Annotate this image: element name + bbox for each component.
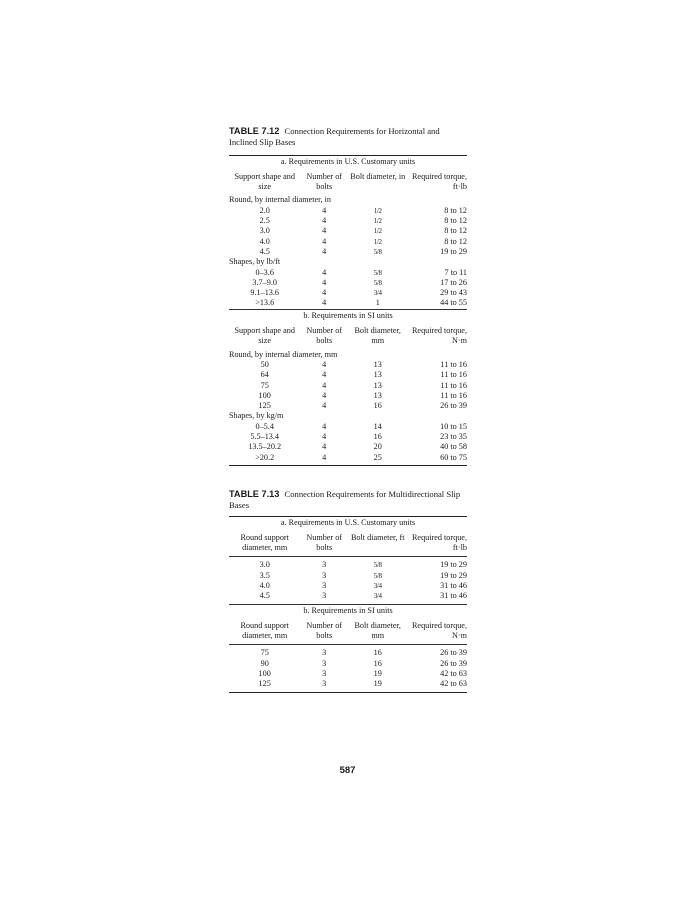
table-row	[229, 226, 467, 236]
table-cell: 13	[373, 390, 382, 400]
table-cell: 25	[348, 453, 408, 466]
column-header: Support shape and size	[234, 171, 295, 192]
table-cell: 8 to 12	[444, 236, 467, 246]
column-header: Required torque, ft·lb	[407, 530, 467, 557]
table-cell: 20	[373, 442, 382, 452]
table-cell: 4.5	[259, 246, 270, 256]
group-label: Round, by internal diameter, in	[229, 195, 331, 205]
table-label: TABLE 7.13	[229, 488, 280, 499]
table-cell: 100	[258, 669, 271, 679]
table-cell: 3	[300, 679, 348, 692]
table-cell: 11 to 16	[440, 359, 467, 369]
table-cell: 2.0	[259, 205, 270, 215]
column-header: Bolt diameter, mm	[348, 618, 408, 645]
column-header: Round support diameter, mm	[229, 530, 300, 557]
table-row	[229, 370, 467, 380]
table-row	[229, 360, 467, 370]
table-cell: 23 to 35	[440, 432, 467, 442]
table-row	[229, 237, 467, 247]
table-row	[229, 401, 467, 411]
table-row	[229, 645, 467, 659]
table-row	[229, 581, 467, 591]
table-cell: 19 to 29	[440, 246, 467, 256]
table-cell: 13	[373, 380, 382, 390]
table-cell: 4	[322, 226, 327, 236]
column-header: Bolt diameter, in	[350, 171, 406, 181]
table-7-12-part-b	[229, 309, 467, 465]
column-header: Required torque, N·m	[411, 326, 467, 346]
table-cell: 4	[322, 216, 327, 226]
table-cell: 3	[322, 658, 327, 668]
table-cell: 4	[322, 298, 327, 308]
table-cell: 4	[300, 453, 348, 466]
table-cell: 0–3.6	[255, 267, 274, 277]
table-cell: 9.1–13.6	[250, 288, 280, 298]
table-cell: 14	[373, 421, 382, 431]
table-row	[229, 571, 467, 581]
table-row	[229, 659, 467, 669]
table-cell: 3.5	[259, 570, 270, 580]
section-heading: b. Requirements in SI units	[229, 309, 467, 323]
table-cell: 5.5–13.4	[250, 432, 280, 442]
table-cell: 4	[322, 370, 327, 380]
column-header: Bolt diameter, ft	[348, 530, 408, 557]
column-header: Support shape and size	[234, 326, 295, 346]
table-cell: 4	[322, 390, 327, 400]
table-cell: 3/4	[373, 581, 382, 590]
table-row	[229, 298, 467, 309]
table-cell: 17 to 26	[440, 277, 467, 287]
group-row	[229, 350, 467, 360]
table-row	[229, 432, 467, 442]
column-header: Number of bolts	[306, 171, 343, 192]
table-7-13-part-a	[229, 516, 467, 604]
table-cell: 26 to 39	[440, 401, 467, 411]
table-cell: 4	[322, 205, 327, 215]
table-cell: 10 to 15	[440, 421, 467, 431]
table-cell: >20.2	[229, 453, 300, 466]
table-cell: 40 to 58	[440, 442, 467, 452]
table-cell: 11 to 16	[440, 390, 467, 400]
table-cell: 60 to 75	[407, 453, 467, 466]
table-cell: 1/2	[373, 227, 382, 236]
table-cell: 19	[348, 679, 408, 692]
column-header: Bolt diameter, mm	[354, 326, 401, 346]
table-cell: 125	[258, 401, 271, 411]
table-cell: 5/8	[373, 278, 382, 287]
table-cell: 3.0	[259, 560, 270, 570]
table-cell: 3	[322, 669, 327, 679]
table-row	[229, 591, 467, 604]
table-cell: 8 to 12	[444, 216, 467, 226]
table-cell: 3	[322, 591, 327, 601]
table-cell: 3	[322, 570, 327, 580]
table-cell: 1/2	[373, 237, 382, 246]
table-cell: 4.5	[259, 591, 270, 601]
table-cell: 4	[322, 442, 327, 452]
table-cell: 4.0	[259, 236, 270, 246]
table-cell: 125	[229, 679, 300, 692]
table-cell: 8 to 12	[444, 205, 467, 215]
table-cell: 3	[322, 560, 327, 570]
table-row	[229, 391, 467, 401]
section-heading: a. Requirements in U.S. Customary units	[229, 155, 467, 169]
table-row	[229, 669, 467, 679]
table-7-13-caption	[229, 489, 467, 511]
table-cell: 16	[373, 658, 382, 668]
table-cell: 3	[322, 648, 327, 658]
section-heading: a. Requirements in U.S. Customary units	[229, 516, 467, 530]
table-7-12-part-a	[229, 155, 467, 309]
table-cell: 2.5	[259, 216, 270, 226]
table-cell: 4	[322, 380, 327, 390]
column-header: Number of bolts	[306, 326, 343, 346]
table-cell: 4	[322, 432, 327, 442]
table-cell: 13	[373, 359, 382, 369]
table-cell: 4	[322, 401, 327, 411]
table-cell: 42 to 63	[407, 679, 467, 692]
table-cell: 75	[260, 648, 269, 658]
page-number: 587	[339, 765, 356, 776]
table-cell: 50	[260, 359, 269, 369]
table-label: TABLE 7.12	[229, 126, 280, 136]
table-cell: 7 to 11	[444, 267, 467, 277]
table-7-13-part-b	[229, 604, 467, 692]
column-header: Number of bolts	[300, 530, 348, 557]
table-row	[229, 247, 467, 257]
page-content	[229, 126, 467, 693]
table-cell: 3/4	[373, 289, 382, 298]
table-cell: 42 to 63	[440, 669, 467, 679]
table-cell: 0–5.4	[255, 421, 274, 431]
table-7-12-caption	[229, 126, 467, 148]
table-row	[229, 679, 467, 692]
table-cell: 19	[373, 669, 382, 679]
table-cell: 26 to 39	[440, 658, 467, 668]
group-row	[229, 257, 467, 267]
column-header: Required torque, N·m	[407, 618, 467, 645]
table-cell: 16	[373, 648, 382, 658]
table-cell: 16	[373, 401, 382, 411]
table-cell: 4	[322, 267, 327, 277]
table-row	[229, 216, 467, 226]
table-cell: 1/2	[373, 217, 382, 226]
table-cell: 100	[258, 390, 271, 400]
table-cell: 64	[260, 370, 269, 380]
table-cell: 13.5–20.2	[248, 442, 282, 452]
table-cell: >13.6	[255, 298, 275, 308]
table-cell: 13	[373, 370, 382, 380]
table-cell: 19 to 29	[440, 570, 467, 580]
table-cell: 26 to 39	[440, 648, 467, 658]
table-cell: 4	[322, 246, 327, 256]
table-cell: 3.0	[259, 226, 270, 236]
table-cell: 3/4	[373, 592, 382, 601]
column-header: Round support diameter, mm	[229, 618, 300, 645]
table-row	[229, 422, 467, 432]
group-label: Shapes, by kg/m	[229, 411, 284, 421]
table-cell: 4.0	[259, 580, 270, 590]
table-cell: 5/8	[373, 561, 382, 570]
table-cell: 4	[322, 277, 327, 287]
group-row	[229, 195, 467, 205]
table-cell: 4	[322, 236, 327, 246]
table-cell: 44 to 55	[440, 298, 467, 308]
table-cell: 90	[260, 658, 269, 668]
table-row	[229, 278, 467, 288]
table-cell: 1/2	[373, 206, 382, 215]
group-row	[229, 411, 467, 421]
table-cell: 4	[322, 421, 327, 431]
table-cell: 5/8	[373, 268, 382, 277]
table-title: Connection Requirements for Horizontal and Inclined Slip Bases	[229, 126, 440, 147]
table-cell: 11 to 16	[440, 380, 467, 390]
table-cell: 19 to 29	[440, 560, 467, 570]
table-cell: 5/8	[373, 571, 382, 580]
table-cell: 31 to 46	[440, 591, 467, 601]
table-cell: 11 to 16	[440, 370, 467, 380]
table-cell: 4	[322, 359, 327, 369]
table-row	[229, 206, 467, 216]
table-row	[229, 288, 467, 298]
table-cell: 16	[373, 432, 382, 442]
table-cell: 4	[322, 288, 327, 298]
table-7-13	[229, 516, 467, 693]
table-row	[229, 442, 467, 452]
table-cell: 29 to 43	[440, 288, 467, 298]
table-row	[229, 381, 467, 391]
table-cell: 5/8	[373, 247, 382, 256]
table-cell: 31 to 46	[440, 580, 467, 590]
table-row	[229, 557, 467, 571]
table-cell: 75	[260, 380, 269, 390]
section-heading: b. Requirements in SI units	[229, 604, 467, 618]
group-label: Shapes, by lb/ft	[229, 257, 281, 267]
table-cell: 3	[322, 580, 327, 590]
group-label: Round, by internal diameter, mm	[229, 349, 338, 359]
column-header: Required torque, ft·lb	[411, 171, 467, 192]
table-cell: 8 to 12	[444, 226, 467, 236]
table-title: Connection Requirements for Multidirectional Slip Bases	[229, 488, 461, 510]
table-row	[229, 453, 467, 466]
table-row	[229, 268, 467, 278]
table-7-12	[229, 155, 467, 466]
table-cell: 3.7–9.0	[252, 277, 277, 287]
column-header: Number of bolts	[300, 618, 348, 645]
table-cell: 1	[375, 298, 380, 308]
